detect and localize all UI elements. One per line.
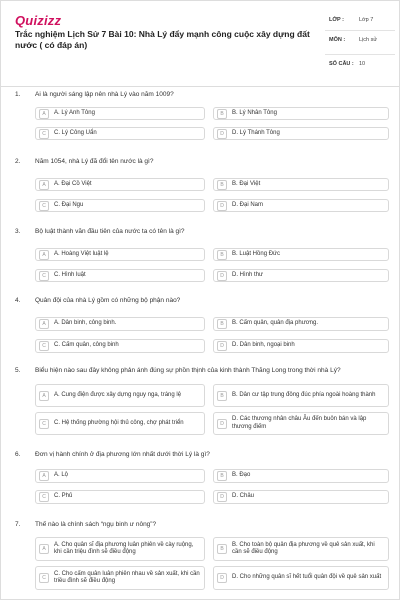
option-letter: A (39, 109, 49, 119)
option-letter: D (217, 201, 227, 211)
option-letter: B (217, 471, 227, 481)
option-text: B. Đại Việt (232, 180, 261, 187)
option-letter: B (217, 180, 227, 190)
option-text: C. Cấm quân, công binh (54, 342, 119, 349)
quizizz-logo: Quizizz (15, 13, 62, 28)
question-text: Ai là người sáng lập nên nhà Lý vào năm 1009? (35, 91, 174, 98)
option-text: D. Cho những quân sĩ hết tuổi quân đội về quê sản xuất (232, 574, 382, 581)
question-text: Đơn vị hành chính ở địa phương lớn nhất dưới thời Lý là gì? (35, 451, 210, 458)
option-letter: C (39, 492, 49, 502)
option-text: C. Lý Công Uẩn (54, 129, 97, 136)
question-number: 6. (15, 451, 21, 458)
option-b[interactable] (213, 469, 389, 483)
question-text: Bộ luật thành văn đầu tiên của nước ta có tên là gì? (35, 228, 185, 235)
option-text: C. Hình luật (54, 271, 86, 278)
option-b[interactable] (213, 384, 389, 407)
option-letter: D (217, 271, 227, 281)
option-text: B. Đạo (232, 472, 251, 479)
option-a[interactable] (35, 107, 205, 120)
meta-class-row (325, 11, 395, 31)
question-text: Biểu hiện nào sau đây không phản ánh đúng sự phồn thịnh của kinh thành Thăng Long trong thời nhà Lý? (35, 367, 341, 374)
question-number: 1. (15, 91, 21, 98)
option-letter: B (217, 109, 227, 119)
option-letter: C (39, 573, 49, 583)
option-d[interactable] (213, 412, 389, 435)
question-text: Thế nào là chính sách “ngụ binh ư nông”? (35, 521, 157, 528)
option-a[interactable] (35, 537, 205, 561)
option-a[interactable] (35, 248, 205, 261)
question-text: Năm 1054, nhà Lý đã đổi tên nước là gì? (35, 158, 154, 165)
question-number: 3. (15, 228, 21, 235)
option-text: A. Lý Anh Tông (54, 109, 95, 116)
option-text: B. Cho toàn bộ quân địa phương về quê sản xuất, khi cần sẽ điều động (232, 541, 375, 555)
option-text: A. Dân binh, công binh. (54, 320, 117, 327)
option-text: C. Đại Ngu (54, 201, 84, 208)
option-text: D. Các thương nhân châu Âu đến buôn bán và lập thương điếm (232, 416, 367, 430)
option-letter: A (39, 471, 49, 481)
option-text: B. Cấm quân, quân địa phương. (232, 320, 319, 327)
question-number: 7. (15, 521, 21, 528)
option-letter: B (217, 319, 227, 329)
option-letter: B (217, 544, 227, 554)
count-label: SỐ CÂU : (329, 61, 354, 67)
option-d[interactable] (213, 127, 389, 140)
option-letter: D (217, 492, 227, 502)
option-b[interactable] (213, 178, 389, 191)
option-text: D. Hình thư (232, 271, 264, 278)
option-letter: C (39, 271, 49, 281)
option-letter: D (217, 573, 227, 583)
option-d[interactable] (213, 269, 389, 282)
meta-count-row (325, 55, 395, 73)
option-letter: D (217, 341, 227, 351)
option-a[interactable] (35, 384, 205, 407)
question-number: 4. (15, 297, 21, 304)
meta-box (325, 11, 395, 73)
option-letter: C (39, 129, 49, 139)
option-text: A. Cho quân sĩ địa phương luân phiên về cày ruộng, khi cần triệu đình sẽ điều động (54, 541, 194, 555)
option-d[interactable] (213, 199, 389, 212)
option-letter: C (39, 201, 49, 211)
option-c[interactable] (35, 490, 205, 504)
option-c[interactable] (35, 199, 205, 212)
option-a[interactable] (35, 469, 205, 483)
option-c[interactable] (35, 269, 205, 282)
option-letter: C (39, 341, 49, 351)
option-text: D. Dân binh, ngoại binh (232, 342, 295, 349)
question-number: 2. (15, 158, 21, 165)
option-letter: D (217, 129, 227, 139)
class-label: LỚP : (329, 17, 344, 23)
option-letter: B (217, 391, 227, 401)
option-c[interactable] (35, 412, 205, 435)
option-text: C. Hệ thống phường hội thủ công, chợ phát triển (54, 419, 184, 426)
option-text: D. Đại Nam (232, 201, 264, 208)
option-text: B. Dân cư tập trung đông đúc phía ngoài hoàng thành (232, 391, 376, 398)
option-c[interactable] (35, 127, 205, 140)
option-text: A. Cung điện được xây dựng nguy nga, tráng lệ (54, 391, 182, 398)
option-text: D. Lý Thánh Tông (232, 129, 280, 136)
option-letter: A (39, 250, 49, 260)
option-text: B. Lý Nhân Tông (232, 109, 277, 116)
option-text: A. Hoàng Việt luật lệ (54, 250, 109, 257)
option-letter: A (39, 391, 49, 401)
option-letter: B (217, 250, 227, 260)
subject-label: MÔN : (329, 37, 346, 43)
option-letter: A (39, 319, 49, 329)
worksheet-title: Trắc nghiệm Lịch Sử 7 Bài 10: Nhà Lý đẩy mạnh công cuộc xây dựng đất nước ( có đáp án) (15, 29, 310, 50)
option-text: B. Luật Hồng Đức (232, 250, 281, 257)
option-a[interactable] (35, 317, 205, 331)
option-letter: A (39, 544, 49, 554)
option-b[interactable] (213, 317, 389, 331)
option-c[interactable] (35, 339, 205, 353)
option-text: C. Phủ (54, 493, 73, 500)
option-letter: D (217, 419, 227, 429)
option-b[interactable] (213, 248, 389, 261)
option-text: C. Cho cấm quân luân phiên nhau về sản xuất, khi cần triều đình sẽ điều động (54, 570, 200, 584)
meta-subject-row (325, 31, 395, 55)
subject-value: Lịch sử (359, 37, 378, 43)
option-b[interactable] (213, 537, 389, 561)
question-number: 5. (15, 367, 21, 374)
option-d[interactable] (213, 490, 389, 504)
option-text: A. Đại Cồ Việt (54, 180, 92, 187)
option-d[interactable] (213, 566, 389, 590)
option-text: D. Châu (232, 493, 255, 500)
question-text: Quân đội của nhà Lý gồm có những bộ phận nào? (35, 297, 181, 304)
option-b[interactable] (213, 107, 389, 120)
count-value: 10 (359, 61, 366, 67)
option-c[interactable] (35, 566, 205, 590)
class-value: Lớp 7 (359, 17, 374, 23)
option-a[interactable] (35, 178, 205, 191)
option-letter: C (39, 419, 49, 429)
option-letter: A (39, 180, 49, 190)
option-text: A. Lộ (54, 472, 69, 479)
worksheet-header (1, 1, 399, 87)
option-d[interactable] (213, 339, 389, 353)
